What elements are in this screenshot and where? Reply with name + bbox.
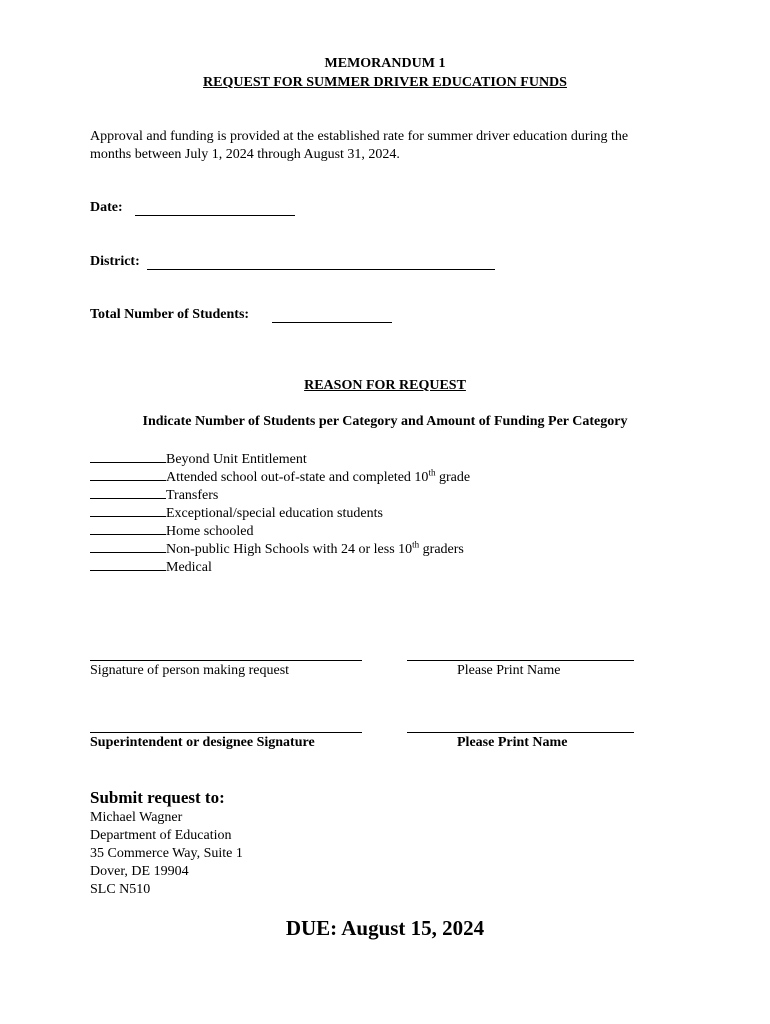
due-date: DUE: August 15, 2024 bbox=[285, 916, 485, 940]
category-row bbox=[90, 503, 383, 521]
intro-line-2: months between July 1, 2024 through August 31, 2024. bbox=[90, 147, 400, 162]
reason-heading: REASON FOR REQUEST bbox=[304, 378, 466, 393]
category-label-suffix: graders bbox=[419, 542, 464, 557]
superintendent-signature-label: Superintendent or designee Signature bbox=[90, 735, 315, 750]
category-count-blank[interactable] bbox=[90, 521, 166, 535]
category-row bbox=[90, 485, 218, 503]
category-count-blank[interactable] bbox=[90, 539, 166, 553]
category-label bbox=[166, 488, 218, 503]
category-label-text: Medical bbox=[166, 560, 212, 575]
category-row bbox=[90, 557, 212, 575]
category-label-text: Non-public High Schools with 24 or less 10 bbox=[166, 542, 413, 557]
submit-heading: Submit request to: bbox=[90, 788, 225, 807]
memo-title: MEMORANDUM 1 bbox=[324, 56, 446, 71]
district-field[interactable] bbox=[147, 269, 495, 270]
students-field[interactable] bbox=[272, 322, 392, 323]
category-label-text: Home schooled bbox=[166, 524, 254, 539]
category-label-superscript: th bbox=[428, 467, 436, 478]
category-count-blank[interactable] bbox=[90, 557, 166, 571]
requester-signature-line[interactable] bbox=[90, 660, 362, 661]
students-label: Total Number of Students: bbox=[90, 307, 250, 322]
category-label-text: Exceptional/special education students bbox=[166, 506, 383, 521]
category-label bbox=[166, 467, 471, 485]
district-label: District: bbox=[90, 254, 140, 269]
category-row bbox=[90, 449, 307, 467]
category-label-suffix: grade bbox=[435, 470, 471, 485]
memo-subtitle: REQUEST FOR SUMMER DRIVER EDUCATION FUNDS bbox=[203, 75, 567, 90]
category-row bbox=[90, 539, 464, 557]
requester-signature-label: Signature of person making request bbox=[90, 663, 290, 678]
category-label bbox=[166, 506, 383, 521]
reason-instruction: Indicate Number of Students per Category and Amount of Funding Per Category bbox=[142, 414, 628, 429]
requester-print-name-line[interactable] bbox=[407, 660, 634, 661]
category-count-blank[interactable] bbox=[90, 485, 166, 499]
print-name-label-1: Please Print Name bbox=[457, 663, 561, 678]
superintendent-print-name-line[interactable] bbox=[407, 732, 634, 733]
category-label-text: Beyond Unit Entitlement bbox=[166, 452, 307, 467]
category-label-text: Transfers bbox=[166, 488, 219, 503]
category-label bbox=[166, 539, 464, 557]
date-field[interactable] bbox=[135, 215, 295, 216]
category-label bbox=[166, 524, 253, 539]
category-count-blank[interactable] bbox=[90, 503, 166, 517]
superintendent-signature-line[interactable] bbox=[90, 732, 362, 733]
print-name-label-2: Please Print Name bbox=[457, 735, 568, 750]
category-label-superscript: th bbox=[412, 539, 420, 550]
submit-slc: SLC N510 bbox=[90, 882, 151, 897]
submit-city: Dover, DE 19904 bbox=[90, 864, 189, 879]
category-count-blank[interactable] bbox=[90, 467, 166, 481]
submit-org: Department of Education bbox=[90, 828, 232, 843]
submit-name: Michael Wagner bbox=[90, 810, 183, 825]
category-label-text: Attended school out-of-state and completed 10 bbox=[166, 470, 429, 485]
category-label bbox=[166, 452, 307, 467]
intro-line-1: Approval and funding is provided at the established rate for summer driver education during the bbox=[90, 129, 629, 144]
category-row bbox=[90, 521, 253, 539]
category-row bbox=[90, 467, 470, 485]
date-label: Date: bbox=[90, 200, 123, 215]
category-label bbox=[166, 560, 212, 575]
category-count-blank[interactable] bbox=[90, 449, 166, 463]
submit-street: 35 Commerce Way, Suite 1 bbox=[90, 846, 243, 861]
